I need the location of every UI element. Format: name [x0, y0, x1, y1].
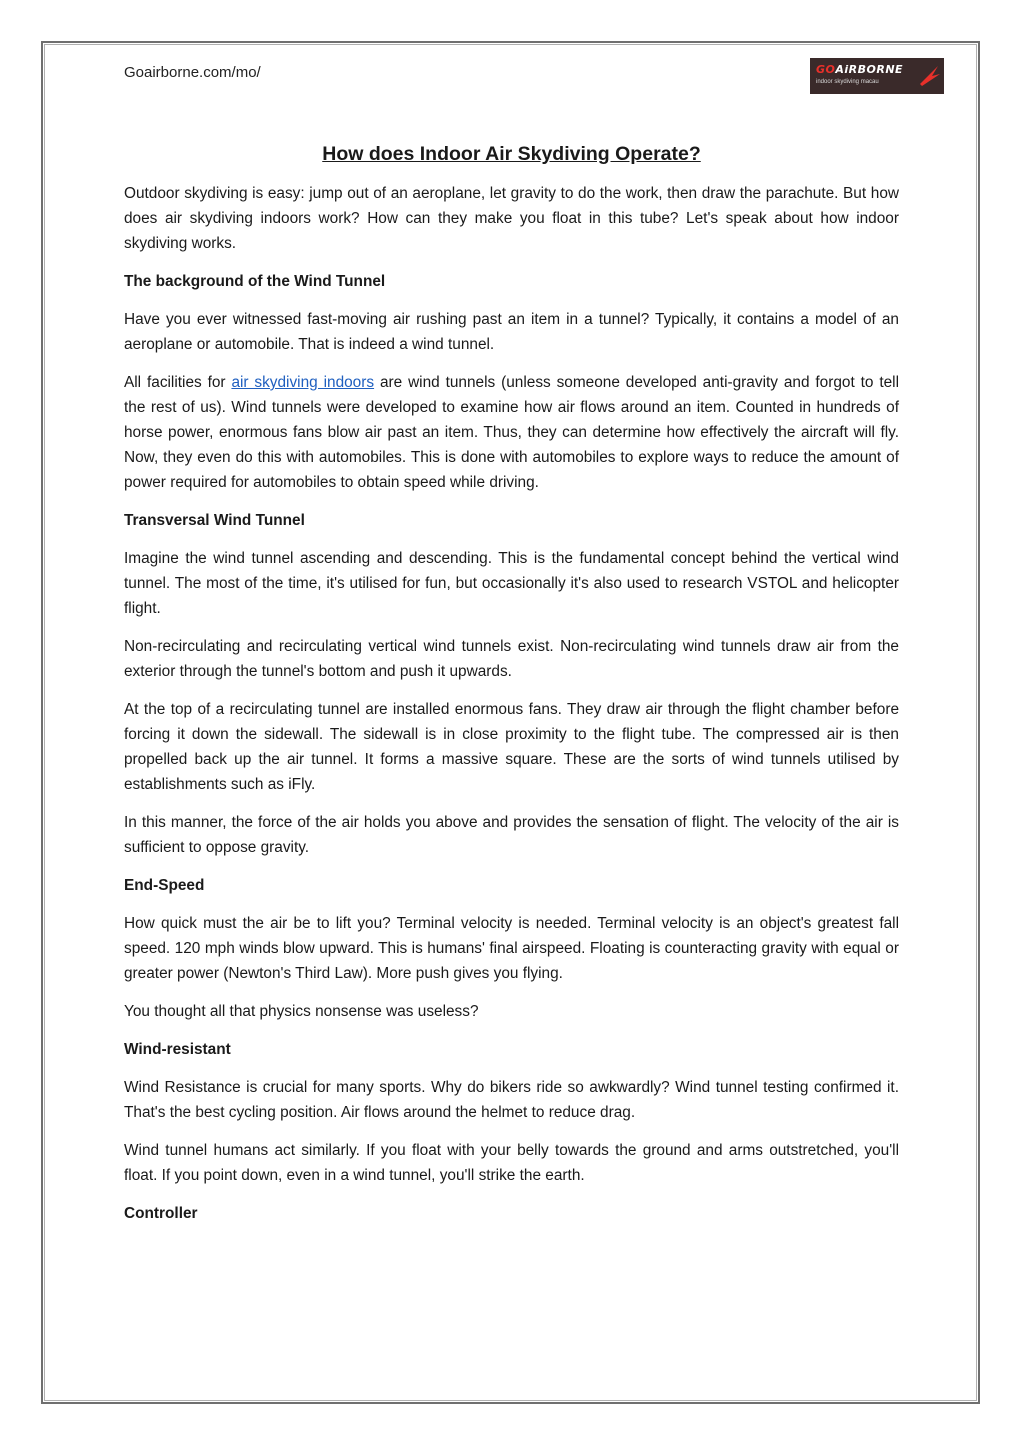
paragraph: Wind Resistance is crucial for many sports. Why do bikers ride so awkwardly? Wind tunnel testing confirmed it. That's the best cycling position. Air flows around the helmet to reduce drag.	[124, 1079, 899, 1121]
article-title: How does Indoor Air Skydiving Operate?	[322, 143, 701, 165]
section-heading: Wind-resistant	[124, 1041, 231, 1058]
section-heading: The background of the Wind Tunnel	[124, 273, 386, 290]
logo-tagline: indoor skydiving macau	[816, 79, 879, 85]
paragraph: Imagine the wind tunnel ascending and descending. This is the fundamental concept behind the vertical wind tunnel. The most of the time, it's utilised for fun, but occasionally it's also used to research VSTOL and helicopter flight.	[124, 550, 899, 617]
paragraph: In this manner, the force of the air holds you above and provides the sensation of flight. The velocity of the air is sufficient to oppose gravity.	[124, 814, 899, 856]
paragraph: All facilities for air skydiving indoors are wind tunnels (unless someone developed anti-gravity and forgot to tell the rest of us). Wind tunnels were developed to examine how air flows around an item. Counted in hundreds of horse power, enormous fans blow air past an item. Thus, they can determine how effectively the aircraft will fly. Now, they even do this with automobiles. This is done with automobiles to explore ways to reduce the amount of power required for automobiles to obtain speed while driving.	[124, 374, 899, 491]
paragraph: You thought all that physics nonsense was useless?	[124, 1003, 479, 1020]
paragraph: At the top of a recirculating tunnel are installed enormous fans. They draw air through the flight chamber before forcing it down the sidewall. The sidewall is in close proximity to the flight tube. The compressed air is then propelled back up the air tunnel. It forms a massive square. These are the sorts of wind tunnels utilised by establishments such as iFly.	[124, 701, 899, 793]
intro-paragraph: Outdoor skydiving is easy: jump out of an aeroplane, let gravity to do the work, then draw the parachute. But how does air skydiving indoors work? How can they make you float in this tube? Let's speak about how indoor skydiving works.	[124, 185, 899, 252]
section-heading: Transversal Wind Tunnel	[124, 512, 305, 529]
paragraph: Wind tunnel humans act similarly. If you float with your belly towards the ground and arms outstretched, you'll float. If you point down, even in a wind tunnel, you'll strike the earth.	[124, 1142, 899, 1184]
swoosh-icon	[918, 62, 942, 88]
section-heading: End-Speed	[124, 877, 205, 894]
logo-wordmark: GOAiRBORNE	[816, 63, 904, 76]
section-heading: Controller	[124, 1205, 198, 1222]
header-url: Goairborne.com/mo/	[124, 64, 261, 81]
paragraph: Non-recirculating and recirculating vertical wind tunnels exist. Non-recirculating wind tunnels draw air from the exterior through the tunnel's bottom and push it upwards.	[124, 638, 899, 680]
paragraph: Have you ever witnessed fast-moving air rushing past an item in a tunnel? Typically, it contains a model of an aeroplane or automobile. That is indeed a wind tunnel.	[124, 311, 899, 353]
paragraph: How quick must the air be to lift you? Terminal velocity is needed. Terminal velocity is an object's greatest fall speed. 120 mph winds blow upward. This is humans' final airspeed. Floating is counteracting gravity with equal or greater power (Newton's Third Law). More push gives you flying.	[124, 915, 899, 982]
goairborne-logo[interactable]	[810, 58, 944, 94]
air-skydiving-indoors-link[interactable]: air skydiving indoors	[231, 374, 375, 391]
article	[124, 140, 899, 1239]
